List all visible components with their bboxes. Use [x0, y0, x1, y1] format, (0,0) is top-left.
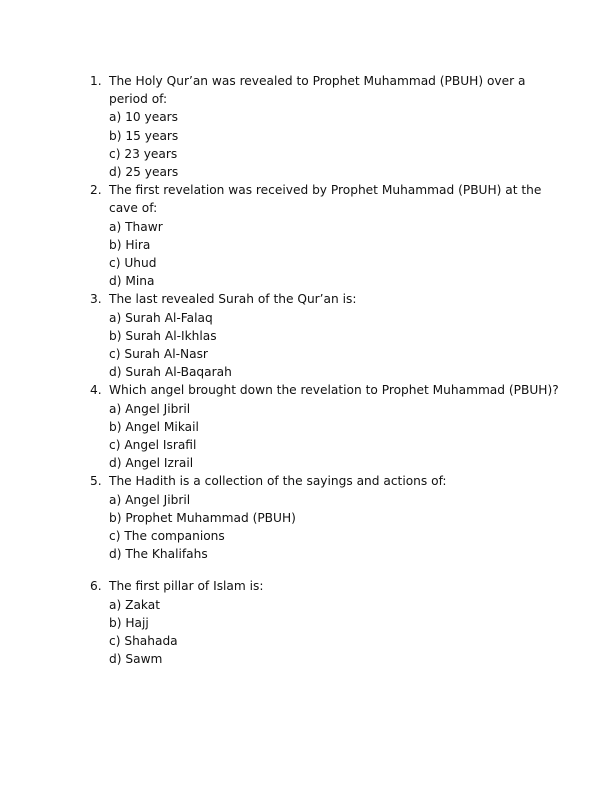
question-3 — [90, 290, 560, 381]
option-b: b) Hira — [109, 237, 151, 252]
question-number: 5. — [90, 474, 102, 489]
option-a: a) Surah Al-Falaq — [109, 310, 213, 325]
option-d: d) Mina — [109, 274, 155, 289]
option-c: c) The companions — [109, 529, 225, 544]
question-4 — [90, 381, 560, 472]
option-c: c) 23 years — [109, 146, 178, 161]
option-d: d) Surah Al-Baqarah — [109, 365, 232, 380]
question-text: The last revealed Surah of the Qur’an is: — [109, 292, 357, 307]
question-number: 6. — [90, 579, 102, 594]
option-list — [109, 400, 560, 473]
question-number: 1. — [90, 74, 102, 88]
option-c: c) Surah Al-Nasr — [109, 347, 208, 362]
option-a: a) Angel Jibril — [109, 401, 191, 416]
question-5 — [90, 472, 560, 563]
question-text: The Hadith is a collection of the sayings and actions of: — [109, 474, 447, 489]
option-list — [109, 108, 560, 181]
option-b: b) Surah Al-Ikhlas — [109, 328, 217, 343]
option-list — [109, 596, 560, 669]
option-a: a) 10 years — [109, 110, 179, 125]
question-1 — [90, 72, 560, 181]
option-list — [109, 491, 560, 564]
option-d: d) Angel Izrail — [109, 456, 194, 471]
question-list — [90, 72, 560, 669]
option-b: b) Hajj — [109, 615, 149, 630]
question-text: Which angel brought down the revelation to Prophet Muhammad (PBUH)? — [109, 383, 559, 398]
option-a: a) Zakat — [109, 597, 161, 612]
option-b: b) Angel Mikail — [109, 419, 199, 434]
option-c: c) Shahada — [109, 634, 178, 649]
option-b: b) 15 years — [109, 128, 179, 143]
question-text: The first revelation was received by Prophet Muhammad (PBUH) at the cave of: — [109, 183, 542, 216]
option-a: a) Angel Jibril — [109, 492, 191, 507]
option-list — [109, 309, 560, 382]
option-d: d) The Khalifahs — [109, 547, 208, 562]
question-number: 2. — [90, 183, 102, 198]
option-a: a) Thawr — [109, 219, 163, 234]
question-number: 4. — [90, 383, 102, 398]
question-6 — [90, 577, 560, 668]
option-d: d) 25 years — [109, 165, 179, 180]
question-2 — [90, 181, 560, 290]
question-text: The first pillar of Islam is: — [109, 579, 264, 594]
option-c: c) Angel Israfil — [109, 438, 197, 453]
option-list — [109, 218, 560, 291]
question-text: The Holy Qur’an was revealed to Prophet Muhammad (PBUH) over a period of: — [109, 74, 526, 107]
option-b: b) Prophet Muhammad (PBUH) — [109, 510, 296, 525]
option-d: d) Sawm — [109, 652, 163, 667]
option-c: c) Uhud — [109, 256, 157, 271]
question-number: 3. — [90, 292, 102, 307]
